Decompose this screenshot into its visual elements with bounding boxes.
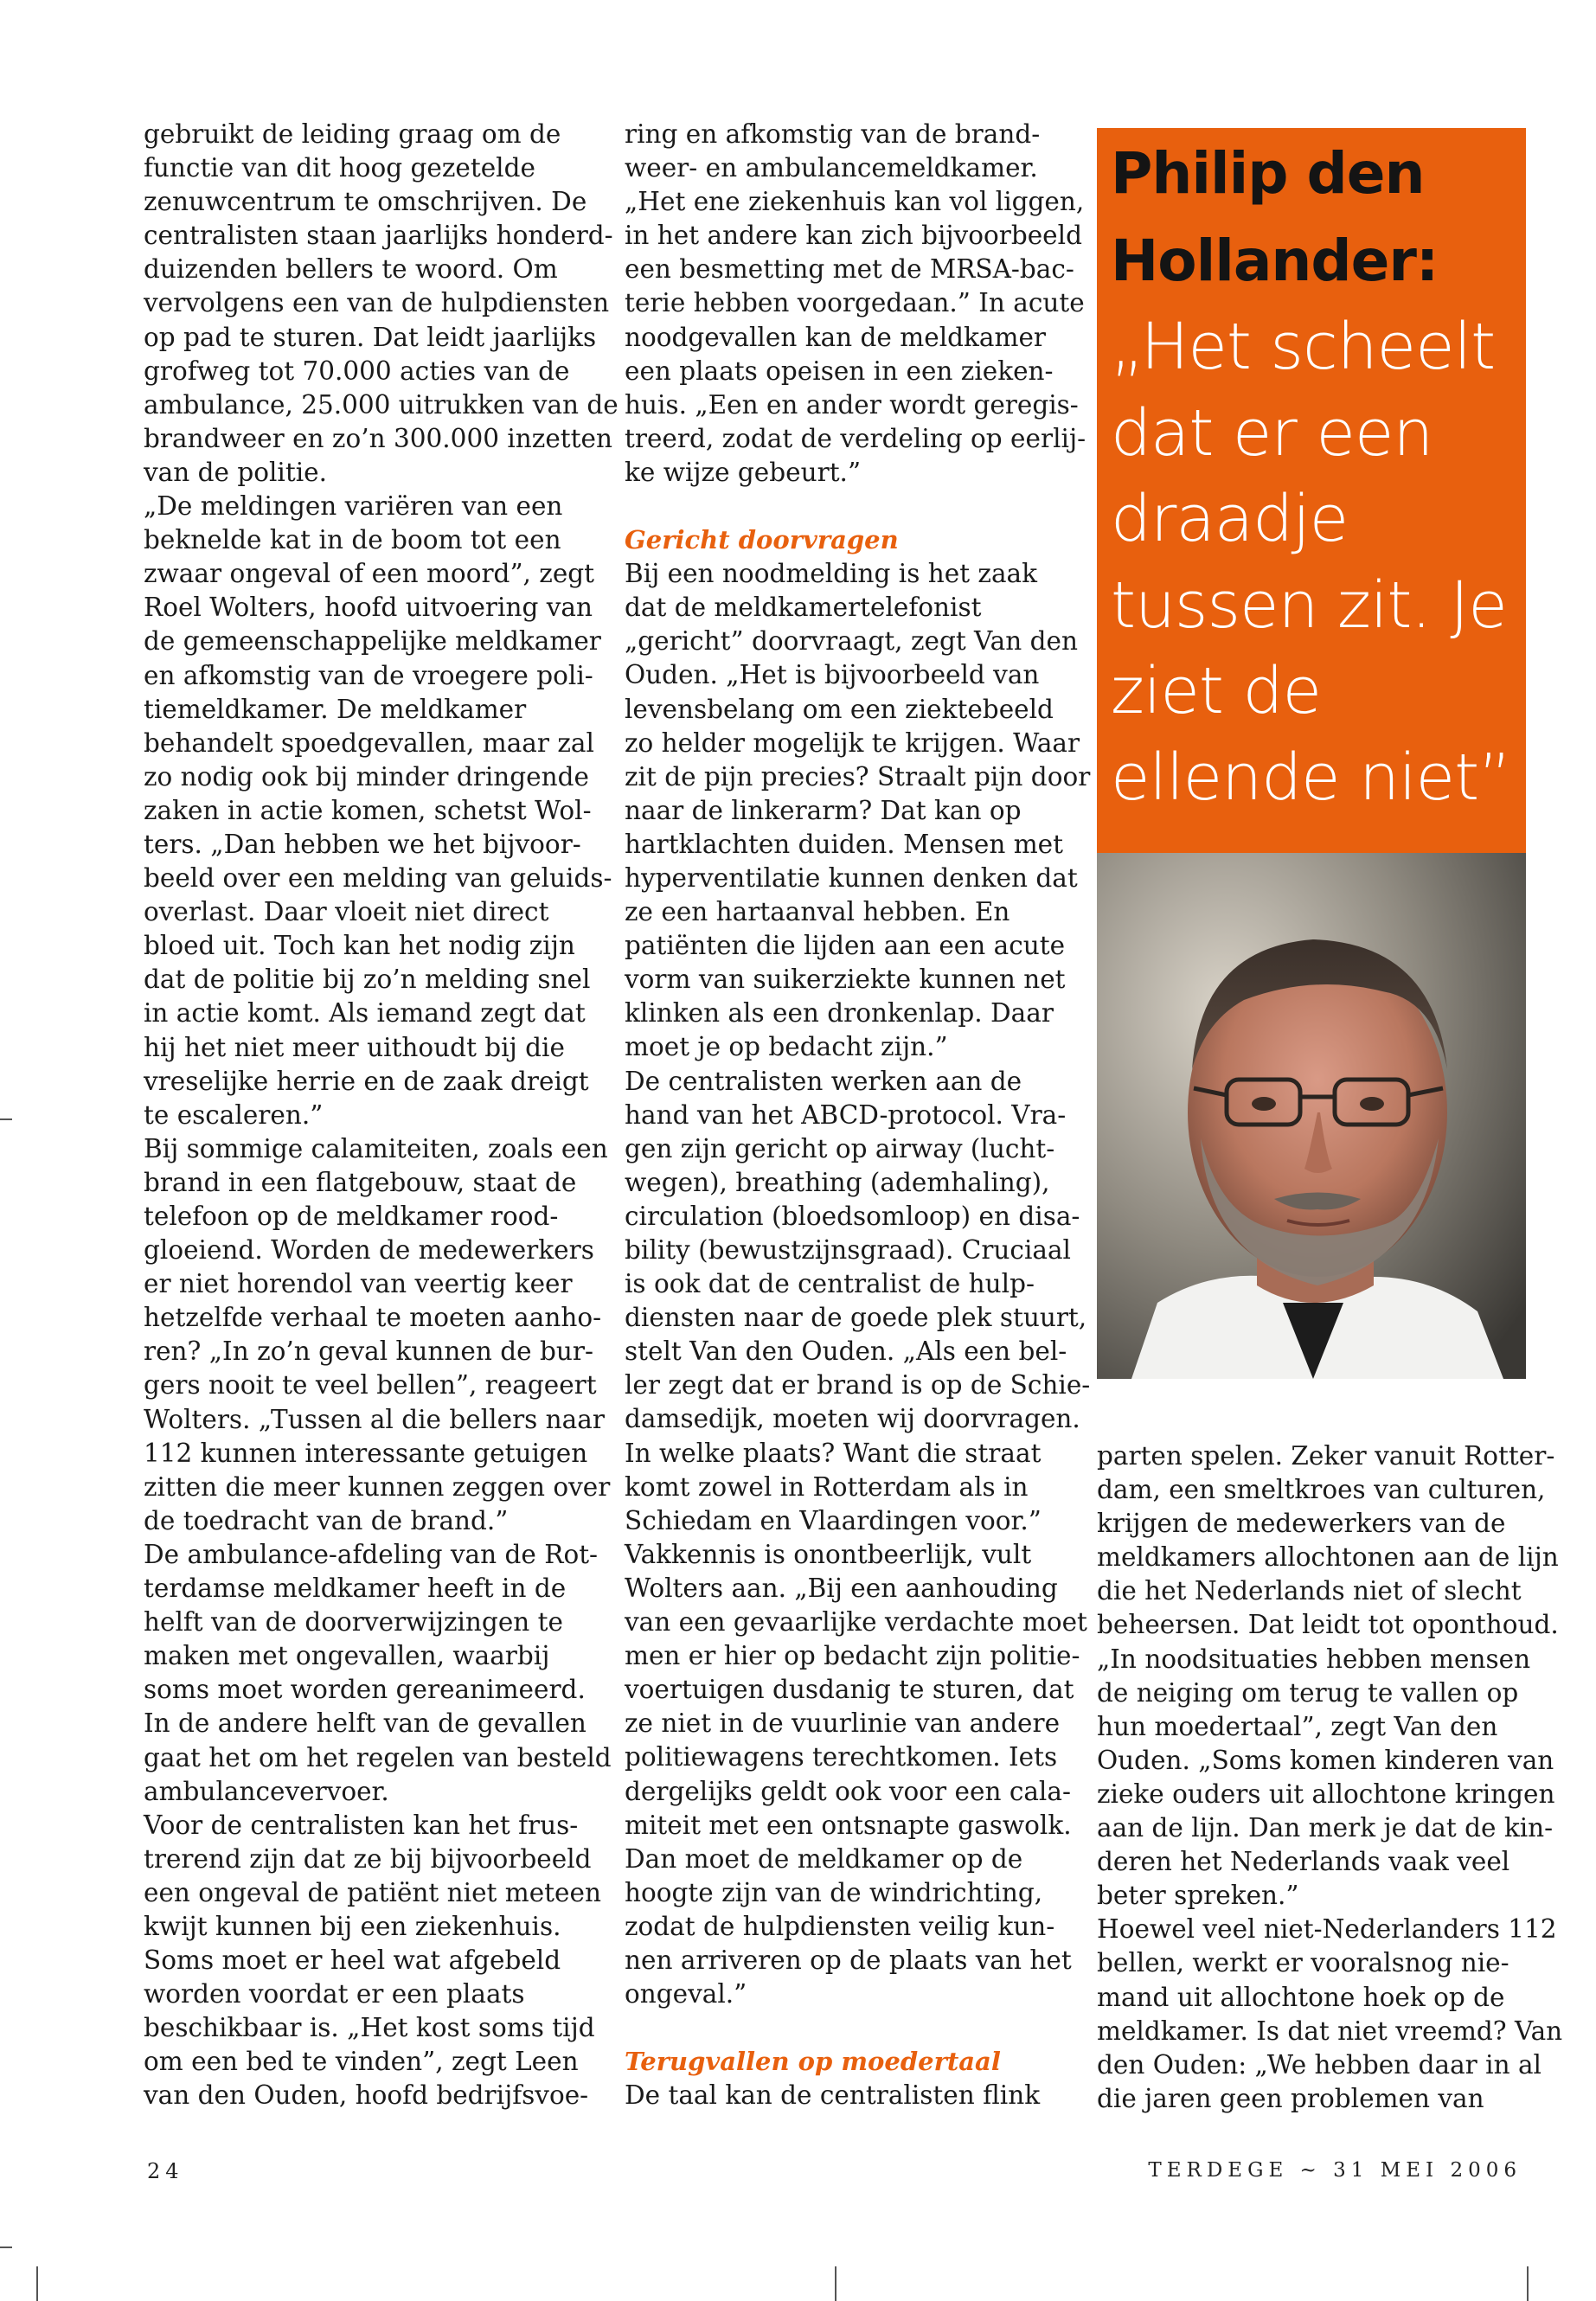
paragraph: Vakkennis is onontbeerlijk, vult Wolters aan. „Bij een aanhouding van een gevaarlijke verdachte moet men er hier op bedacht zijn politie- voertuigen dusdanig te sturen, dat ze niet in de vuurlinie van andere politiewagens terechtkomen. Iets dergelijks geldt ook voor een cala- miteit met een ontsnapte gaswolk. Dan moet de meldkamer op de hoogte zijn van de windrichting, zodat de hulpdiensten veilig kun- nen arriveren op de plaats van het ongeval.” [625, 1539, 1087, 2009]
paragraph: „De meldingen variëren van een beknelde kat in de boom tot een zwaar ongeval of een moord”, zegt Roel Wolters, hoofd uitvoering van de gemeenschappelijke meldkamer en afkomstig van de vroegere poli- tiemeldkamer. De meldkamer behandelt spoedgevallen, maar zal zo nodig ook bij minder dringende zaken in actie komen, schetst Wol- ters. „Dan hebben we het bijvoor- beeld over een melding van geluids- overlast. Daar vloeit niet direct bloed uit. Toch kan het nodig zijn dat de politie bij zo’n melding snel in actie komt. Als iemand zegt dat hij het niet meer uithoudt bij die vreselijke herrie en de zaak dreigt te escaleren.” [144, 491, 612, 1130]
portrait-photo [1097, 853, 1526, 1379]
paragraph: ring en afkomstig van de brand- weer- en ambulancemeldkamer. „Het ene ziekenhuis kan vol liggen, in het andere kan zich bijvoorbeeld een besmetting met de MRSA-bac- terie hebben voorgedaan.” In acute noodgevallen kan de meldkamer een plaats opeisen in een zieken- huis. „Een en ander wordt geregis- treerd, zodat de verdeling op eerlij- ke wijze gebeurt.” [625, 119, 1086, 487]
quote-text: „Het scheelt dat er een draadje tussen zit. Je ziet de ellende niet” [1111, 310, 1511, 815]
pull-quote-box [1097, 128, 1526, 853]
crop-mark [0, 2247, 12, 2248]
subheading-terugvallen-op-moedertaal: Terugvallen op moedertaal [625, 2047, 1001, 2077]
paragraph: gebruikt de leiding graag om de functie van dit hoog gezetelde zenuwcentrum te omschrijven. De centralisten staan jaarlijks honderd- duizenden bellers te woord. Om vervolgens een van de hulpdiensten op pad te sturen. Dat leidt jaarlijks grofweg tot 70.000 acties van de ambulance, 25.000 uitrukken van de brandweer en zo’n 300.000 inzetten van de politie. [144, 119, 619, 487]
article-column-2 [625, 118, 1091, 2112]
paragraph: De centralisten werken aan de hand van het ABCD-protocol. Vra- gen zijn gericht op airway (lucht- wegen), breathing (ademhaling), circulation (bloedsomloop) en disa- bility (bewustzijnsgraad). Cruciaal is ook dat de centralist de hulp- diensten naar de goede plek stuurt, stelt Van den Ouden. „Als een bel- ler zegt dat er brand is op de Schie- damsedijk, moeten wij doorvragen. In welke plaats? Want die straat komt zowel in Rotterdam als in Schiedam en Vlaardingen voor.” [625, 1066, 1091, 1535]
paragraph: Bij een noodmelding is het zaak dat de meldkamertelefonist „gericht” doorvraagt, zegt Van den Ouden. „Het is bijvoorbeeld van levensbelang om een ziektebeeld zo helder mogelijk te krijgen. Waar zit de pijn precies? Straalt pijn door naar de linkerarm? Dat kan op hartklachten duiden. Mensen met hyperventilatie kunnen denken dat ze een hartaanval hebben. En patiënten die lijden aan een acute vorm van suikerziekte kunnen net klinken als een dronkenlap. Daar moet je op bedacht zijn.” [625, 559, 1091, 1062]
crop-mark [0, 1118, 12, 1120]
publication-footer: TERDEGE ~ 31 MEI 2006 [1148, 2159, 1522, 2182]
crop-mark [36, 2266, 38, 2301]
paragraph: parten spelen. Zeker vanuit Rotter- dam, een smeltkroes van culturen, krijgen de medewerkers van de meldkamers allochtonen aan de lijn die het Nederlands niet of slecht beheersen. Dat leidt tot oponthoud. „In noodsituaties hebben mensen de neiging om terug te vallen op hun moedertaal”, zegt Van den Ouden. „Soms komen kinderen van zieke ouders uit allochtone kringen aan de lijn. Dan merk je dat de kin- deren het Nederlands vaak veel beter spreken.” [1097, 1441, 1559, 1911]
subheading-gericht-doorvragen: Gericht doorvragen [625, 525, 899, 555]
paragraph: De ambulance-afdeling van de Rot- terdamse meldkamer heeft in de helft van de doorverwijzingen te maken met ongevallen, waarbij soms moet worden gereanimeerd. In de andere helft van de gevallen gaat het om het regelen van besteld ambulancevervoer. [144, 1539, 612, 1806]
paragraph: Bij sommige calamiteiten, zoals een brand in een flatgebouw, staat de telefoon op de meldkamer rood- gloeiend. Worden de medewerkers er niet horendol van veertig keer hetzelfde verhaal te moeten aanho- ren? „In zo’n geval kunnen de bur- gers nooit te veel bellen”, reageert Wolters. „Tussen al die bellers naar 112 kunnen interessante getuigen zitten die meer kunnen zeggen over de toedracht van de brand.” [144, 1133, 611, 1535]
crop-mark [835, 2266, 836, 2301]
paragraph: De taal kan de centralisten flink [625, 2080, 1041, 2111]
paragraph: Voor de centralisten kan het frus- trerend zijn dat ze bij bijvoorbeeld een ongeval de patiënt niet meteen kwijt kunnen bij een ziekenhuis. Soms moet er heel wat afgebeld worden voordat er een plaats beschikbaar is. „Het kost soms tijd om een bed te vinden”, zegt Leen van den Ouden, hoofd bedrijfsvoe- [144, 1810, 601, 2111]
portrait-illustration [1097, 853, 1526, 1379]
crop-mark [1527, 2266, 1529, 2301]
article-column-3 [1097, 1439, 1563, 2116]
paragraph: Hoewel veel niet-Nederlanders 112 bellen, werkt er vooralsnog nie- mand uit allochtone hoek op de meldkamer. Is dat niet vreemd? Van den Ouden: „We hebben daar in al die jaren geen problemen van [1097, 1914, 1563, 2113]
article-column-1 [144, 118, 619, 2113]
quote-speaker-name: Philip den Hollander: [1111, 140, 1439, 294]
page-number: 24 [147, 2159, 184, 2183]
